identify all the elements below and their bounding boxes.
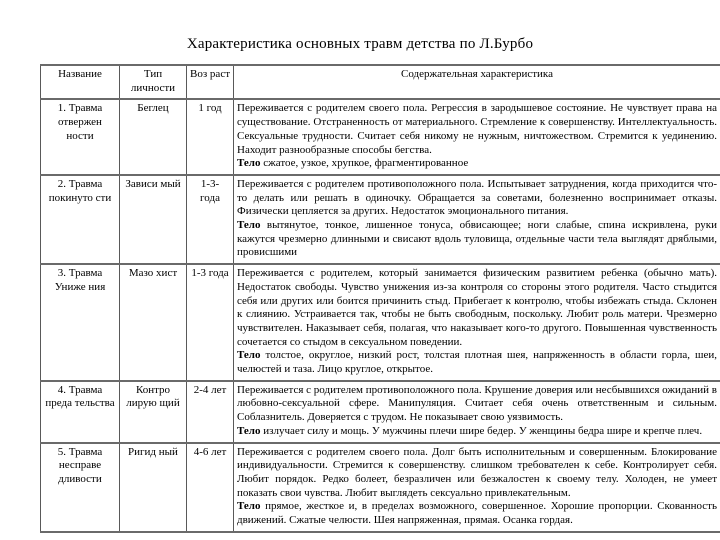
document-title: Характеристика основных травм детства по Л.Бурбо (186, 36, 534, 52)
table-row (41, 99, 720, 175)
body-description (237, 425, 717, 439)
characteristic-text: Переживается с родителем противоположного пола. Крушение доверия или несбывшихся ожиданий в любовно-сексуальной сфере. Манипуляция. Считает себя очень ответственным и сильным. Соблазнитель. Доверяется с трудом. Не показывает свою уязвимость. (237, 383, 717, 424)
age-cell: 1-3- года (187, 175, 234, 264)
body-description (237, 219, 717, 260)
header-description: Содержательная характеристика (234, 65, 720, 99)
characteristic-text: Переживается с родителем, который занимается физическим развитием ребенка (обычно мать). Недостаток свободы. Чувство унижения из-за контроля со стороны этого родителя. Часто стыдится себя или других или боится причинить стыд. Прибегает к контролю, чтобы избежать стыда. Склонен к слиянию. Устраивается так, чтобы не быть свободным, поскольку. Любит роль матери. Чрезмерно чувствителен. Наказывает себя, полагая, что наказывает кого-то другого. Повышенная чувственность сочетается со стыдом в сексуальном поведении. (237, 267, 717, 348)
personality-type-cell: Контро лирую щий (120, 381, 187, 443)
characteristic-text: Переживается с родителем противоположного пола. Испытывает затруднения, когда приходится что-то делать или решать в одиночку. Обращается за советами, болезненно воспринимает отказы. Физически цепляется за других. Недостаток эмоционального питания. (237, 177, 717, 218)
personality-type-cell: Мазо хист (120, 264, 187, 381)
body-label: Тело (237, 424, 261, 437)
header-name: Название (41, 65, 120, 99)
age-cell: 4-6 лет (187, 443, 234, 532)
characteristic-text: Переживается с родителем своего пола. Долг быть исполнительным и совершенным. Блокирование индивидуальности. Стремится к совершенству. слишком требователен к себе. Контролирует себя. Любит порядок. Редко болеет, безразличен или безжалостен к своему телу. Холоден, не умеет показать свои чувства. Любит выглядеть сексуально привлекательным. (237, 445, 717, 499)
header-age: Воз раст (187, 65, 234, 99)
trauma-name-cell: 3. Травма Униже ния (41, 264, 120, 381)
age-cell: 1 год (187, 99, 234, 175)
body-text: излучает силу и мощь. У мужчины плечи шире бедер. У женщины бедра шире и крепче плеч. (263, 424, 703, 437)
header-row (41, 65, 720, 99)
body-label: Тело (237, 219, 261, 232)
table-row (41, 175, 720, 264)
trauma-name-cell: 5. Травма несправе дливости (41, 443, 120, 532)
personality-type-cell: Беглец (120, 99, 187, 175)
trauma-name-cell: 4. Травма преда тельства (41, 381, 120, 443)
body-description (237, 500, 717, 527)
body-text: прямое, жесткое и, в пределах возможного, совершенное. Хорошие пропорции. Скованность движений. Сжатые челюсти. Шея напряженная, прямая. Осанка гордая. (237, 500, 717, 527)
body-label: Тело (237, 349, 261, 362)
body-text: толстое, округлое, низкий рост, толстая плотная шея, напряженность в области горла, шеи, челюстей и таза. Лицо круглое, открытое. (237, 349, 718, 376)
table-row (41, 264, 720, 381)
age-cell: 2-4 лет (187, 381, 234, 443)
body-text: сжатое, узкое, хрупкое, фрагментированное (263, 157, 469, 170)
trauma-name-cell: 1. Травма отвержен ности (41, 99, 120, 175)
table-row (41, 443, 720, 532)
age-cell: 1-3 года (187, 264, 234, 381)
characteristic-text: Переживается с родителем своего пола. Регрессия в зародышевое состояние. Не чувствует права на существование. Отстраненность от материального. Стремление к совершенству. Интеллектуальность. Сексуальные трудности. Считает себя никому не нужным, ничтожеством. Стремится к уединению. Находит разнообразные способы бегства. (237, 102, 717, 156)
trauma-table (40, 64, 720, 533)
characteristic-cell (234, 264, 720, 381)
body-description (237, 349, 717, 376)
characteristic-cell (234, 175, 720, 264)
trauma-name-cell: 2. Травма покинуто сти (41, 175, 120, 264)
characteristic-cell (234, 99, 720, 175)
characteristic-cell (234, 443, 720, 532)
body-label: Тело (237, 157, 261, 170)
characteristic-cell (234, 381, 720, 443)
personality-type-cell: Зависи мый (120, 175, 187, 264)
table-row (41, 381, 720, 443)
body-text: вытянутое, тонкое, лишенное тонуса, обвисающее; ноги слабые, спина искривлена, руки кажутся чрезмерно длинными и свисают вдоль туловища, отдельные части тела выглядят дряблыми, провисшими (237, 219, 717, 259)
header-personality-type: Тип личности (120, 65, 187, 99)
body-label: Тело (237, 500, 261, 513)
personality-type-cell: Ригид ный (120, 443, 187, 532)
body-description (237, 157, 717, 171)
